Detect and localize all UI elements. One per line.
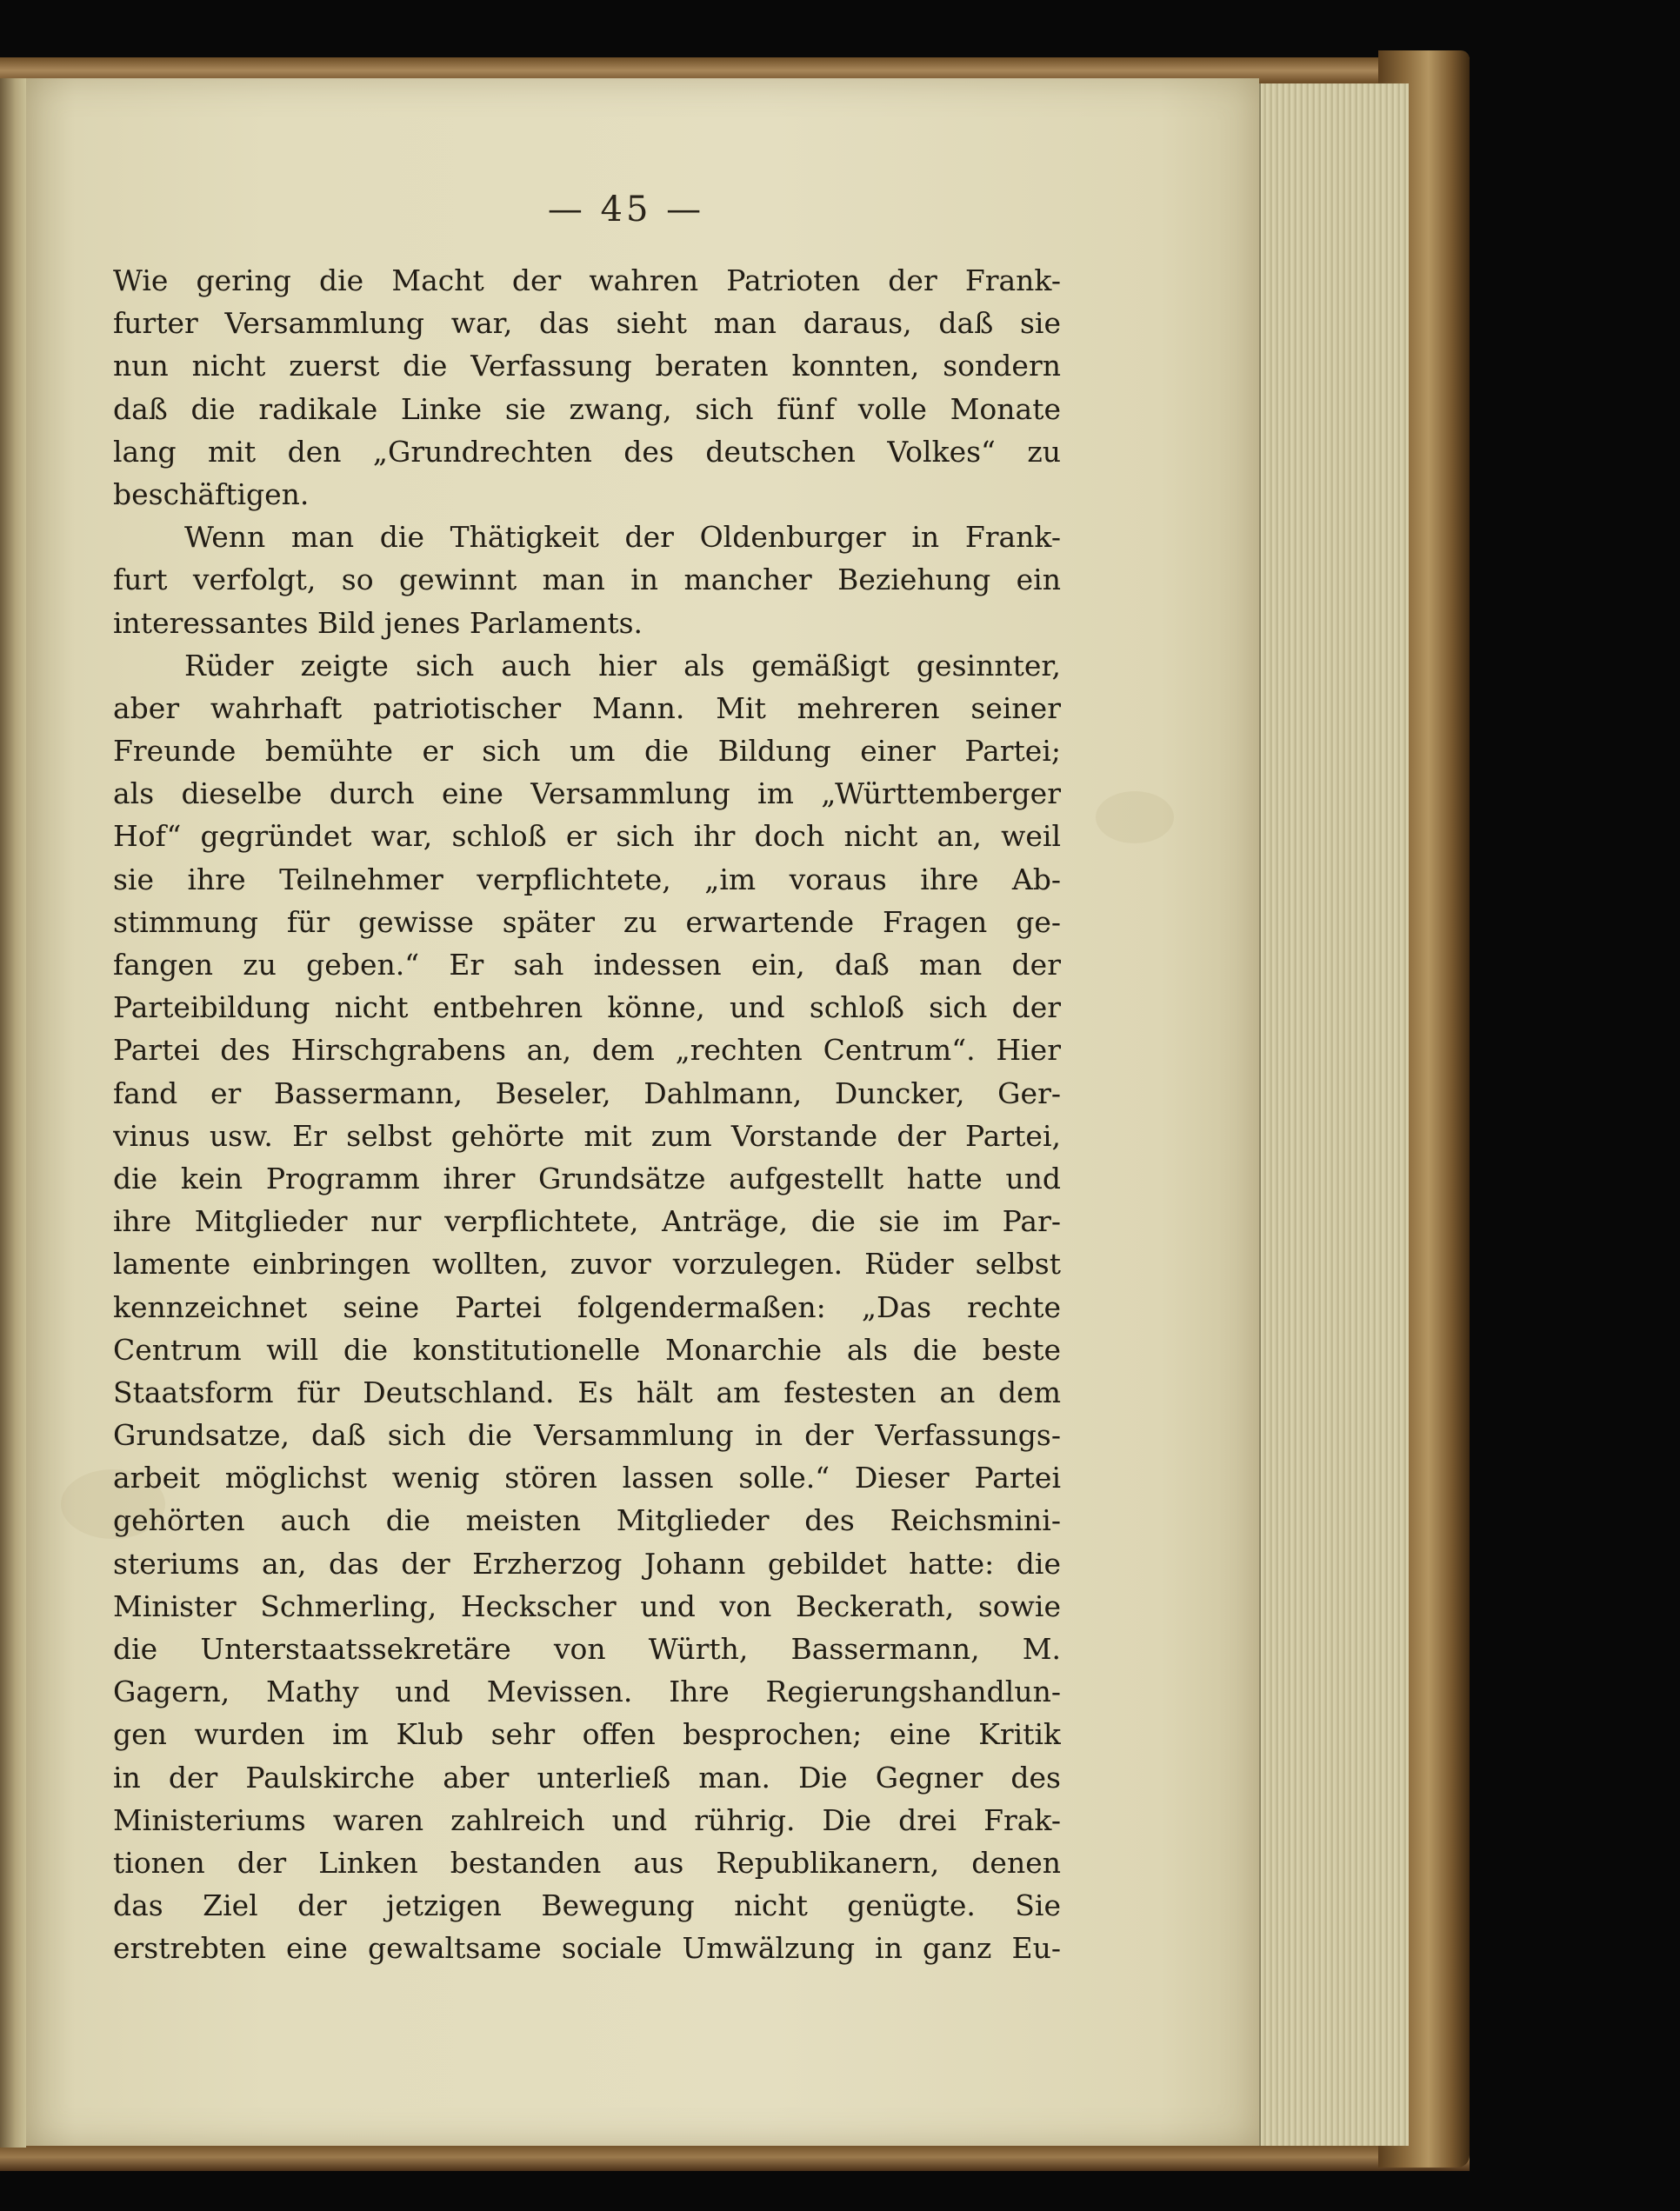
text-line: als dieselbe durch eine Versammlung im „Württemberger (113, 776, 1061, 811)
text-line: die Unterstaatssekretäre von Würth, Bassermann, M. (113, 1632, 1061, 1666)
page-edges-stack (1259, 83, 1409, 2146)
text-line: Rüder zeigte sich auch hier als gemäßigt gesinnter, (184, 648, 1061, 683)
text-line: Partei des Hirschgrabens an, dem „rechten Centrum“. Hier (113, 1033, 1061, 1068)
text-line: Ministeriums waren zahlreich und rührig. Die drei Frak- (113, 1802, 1061, 1837)
text-line: ihre Mitglieder nur verpflichtete, Anträge, die sie im Par- (113, 1204, 1061, 1239)
text-line: Wenn man die Thätigkeit der Oldenburger in Frank- (184, 520, 1061, 555)
text-line: gehörten auch die meisten Mitglieder des Reichsmini- (113, 1503, 1061, 1538)
text-line: Parteibildung nicht entbehren könne, und schloß sich der (113, 990, 1061, 1025)
text-line: Minister Schmerling, Heckscher und von Beckerath, sowie (113, 1588, 1061, 1623)
book-cover-bottom-edge (0, 2143, 1470, 2171)
text-line: Wie gering die Macht der wahren Patrioten der Frank- (113, 263, 1061, 297)
text-line: Hof“ gegründet war, schloß er sich ihr doch nicht an, weil (113, 819, 1061, 854)
left-page-sliver (0, 78, 26, 2148)
text-line: sie ihre Teilnehmer verpflichtete, „im voraus ihre Ab- (113, 862, 1061, 896)
text-line: fand er Bassermann, Beseler, Dahlmann, Duncker, Ger- (113, 1076, 1061, 1110)
text-line: erstrebten eine gewaltsame sociale Umwälzung in ganz Eu- (113, 1931, 1061, 1966)
text-line: steriums an, das der Erzherzog Johann gebildet hatte: die (113, 1546, 1061, 1581)
text-line: gen wurden im Klub sehr offen besprochen; eine Kritik (113, 1717, 1061, 1752)
text-line: daß die radikale Linke sie zwang, sich fünf volle Monate (113, 391, 1061, 426)
text-line: kennzeichnet seine Partei folgendermaßen: „Das rechte (113, 1289, 1061, 1324)
body-text (113, 259, 1061, 1970)
text-line: arbeit möglichst wenig stören lassen solle.“ Dieser Partei (113, 1461, 1061, 1495)
text-line: vinus usw. Er selbst gehörte mit zum Vorstande der Partei, (113, 1118, 1061, 1153)
text-line: nun nicht zuerst die Verfassung beraten konnten, sondern (113, 349, 1061, 383)
text-line: Centrum will die konstitutionelle Monarchie als die beste (113, 1332, 1061, 1367)
text-line: fangen zu geben.“ Er sah indessen ein, daß man der (113, 948, 1061, 982)
text-line: lamente einbringen wollten, zuvor vorzulegen. Rüder selbst (113, 1247, 1061, 1282)
page-number: — 45 — (547, 190, 705, 230)
text-line: Grundsatze, daß sich die Versammlung in der Verfassungs- (113, 1418, 1061, 1453)
text-line: interessantes Bild jenes Parlaments. (113, 605, 643, 640)
text-line: Freunde bemühte er sich um die Bildung einer Partei; (113, 734, 1061, 769)
text-line: furter Versammlung war, das sieht man daraus, daß sie (113, 306, 1061, 341)
text-line: das Ziel der jetzigen Bewegung nicht genügte. Sie (113, 1888, 1061, 1923)
book-page (26, 78, 1259, 2146)
text-line: lang mit den „Grundrechten des deutschen Volkes“ zu (113, 434, 1061, 469)
text-line: Staatsform für Deutschland. Es hält am festesten an dem (113, 1375, 1061, 1409)
text-line: beschäftigen. (113, 476, 310, 511)
text-line: aber wahrhaft patriotischer Mann. Mit mehreren seiner (113, 690, 1061, 725)
paper-stain (1096, 791, 1174, 843)
text-line: stimmung für gewisse später zu erwartende Fragen ge- (113, 904, 1061, 939)
text-line: Gagern, Mathy und Mevissen. Ihre Regierungshandlun- (113, 1675, 1061, 1709)
text-line: in der Paulskirche aber unterließ man. Die Gegner des (113, 1760, 1061, 1795)
text-line: tionen der Linken bestanden aus Republikanern, denen (113, 1845, 1061, 1880)
text-line: furt verfolgt, so gewinnt man in mancher Beziehung ein (113, 563, 1061, 597)
text-line: die kein Programm ihrer Grundsätze aufgestellt hatte und (113, 1161, 1061, 1195)
